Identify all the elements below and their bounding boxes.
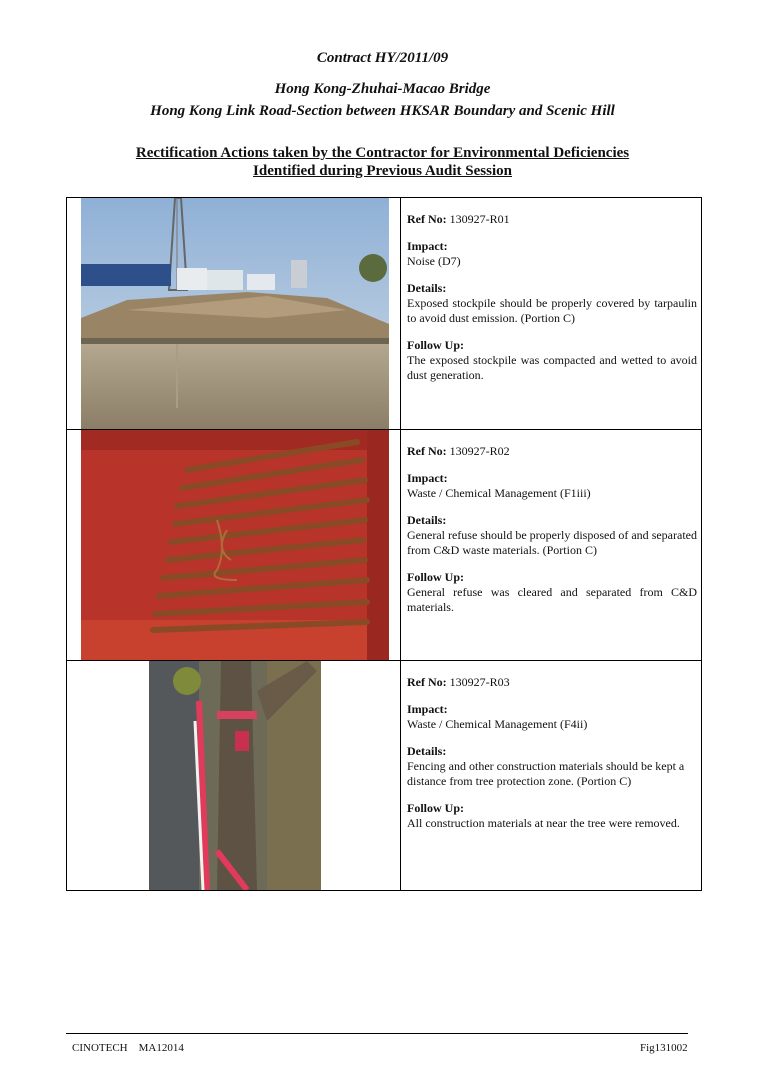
- impact-block: [407, 702, 697, 732]
- details-label: Details:: [407, 744, 447, 758]
- follow-up-block: [407, 338, 697, 383]
- footer-reference: CINOTECH MA12014: [72, 1042, 184, 1054]
- follow-up-value: All construction materials at near the tree were removed.: [407, 816, 680, 830]
- project-title: Hong Kong-Zhuhai-Macao Bridge: [274, 81, 491, 97]
- row-details: [407, 430, 697, 660]
- follow-up-block: [407, 570, 697, 615]
- table-row: [67, 198, 701, 430]
- ref-line: Ref No: 130927-R01: [407, 212, 510, 226]
- details-value: Exposed stockpile should be properly covered by tarpaulin to avoid dust emission. (Portion C): [407, 296, 697, 325]
- follow-up-value: General refuse was cleared and separated from C&D materials.: [407, 585, 697, 614]
- impact-label: Impact:: [407, 471, 448, 485]
- impact-value: Waste / Chemical Management (F1iii): [407, 486, 591, 500]
- project-subtitle: Hong Kong Link Road-Section between HKSAR Boundary and Scenic Hill: [150, 103, 615, 119]
- rectification-table: [66, 197, 702, 891]
- table-row: [67, 661, 701, 890]
- impact-value: Noise (D7): [407, 254, 461, 268]
- footer-figure-number: Fig131002: [640, 1042, 688, 1054]
- details-value: General refuse should be properly disposed of and separated from C&D waste materials. (Portion C): [407, 528, 697, 557]
- row-details: [407, 198, 697, 429]
- ref-number: 130927-R02: [449, 444, 510, 458]
- details-label: Details:: [407, 281, 447, 295]
- table-row: [67, 430, 701, 661]
- ref-line: Ref No: 130927-R02: [407, 444, 510, 458]
- follow-up-value: The exposed stockpile was compacted and wetted to avoid dust generation.: [407, 353, 697, 382]
- row-details: [407, 661, 697, 890]
- contract-number: Contract HY/2011/09: [316, 50, 449, 66]
- details-value: Fencing and other construction materials should be kept a distance from tree protection zone. (Portion C): [407, 759, 685, 788]
- follow-up-block: [407, 801, 697, 831]
- impact-block: [407, 471, 697, 501]
- follow-up-label: Follow Up:: [407, 801, 464, 815]
- site-photo-rebar: [67, 430, 401, 660]
- site-photo-stockpile: [67, 198, 401, 429]
- section-title-line1: Rectification Actions taken by the Contractor for Environmental Deficiencies: [135, 145, 630, 161]
- details-block: [407, 513, 697, 558]
- impact-label: Impact:: [407, 702, 448, 716]
- ref-number: 130927-R01: [449, 212, 510, 226]
- ref-line: Ref No: 130927-R03: [407, 675, 510, 689]
- details-block: [407, 281, 697, 326]
- site-photo-tree: [67, 661, 401, 890]
- details-block: [407, 744, 697, 789]
- impact-label: Impact:: [407, 239, 448, 253]
- details-label: Details:: [407, 513, 447, 527]
- footer-divider: [66, 1033, 688, 1034]
- impact-block: [407, 239, 697, 269]
- ref-number: 130927-R03: [449, 675, 510, 689]
- section-title-line2: Identified during Previous Audit Session: [253, 163, 512, 179]
- impact-value: Waste / Chemical Management (F4ii): [407, 717, 588, 731]
- follow-up-label: Follow Up:: [407, 338, 464, 352]
- follow-up-label: Follow Up:: [407, 570, 464, 584]
